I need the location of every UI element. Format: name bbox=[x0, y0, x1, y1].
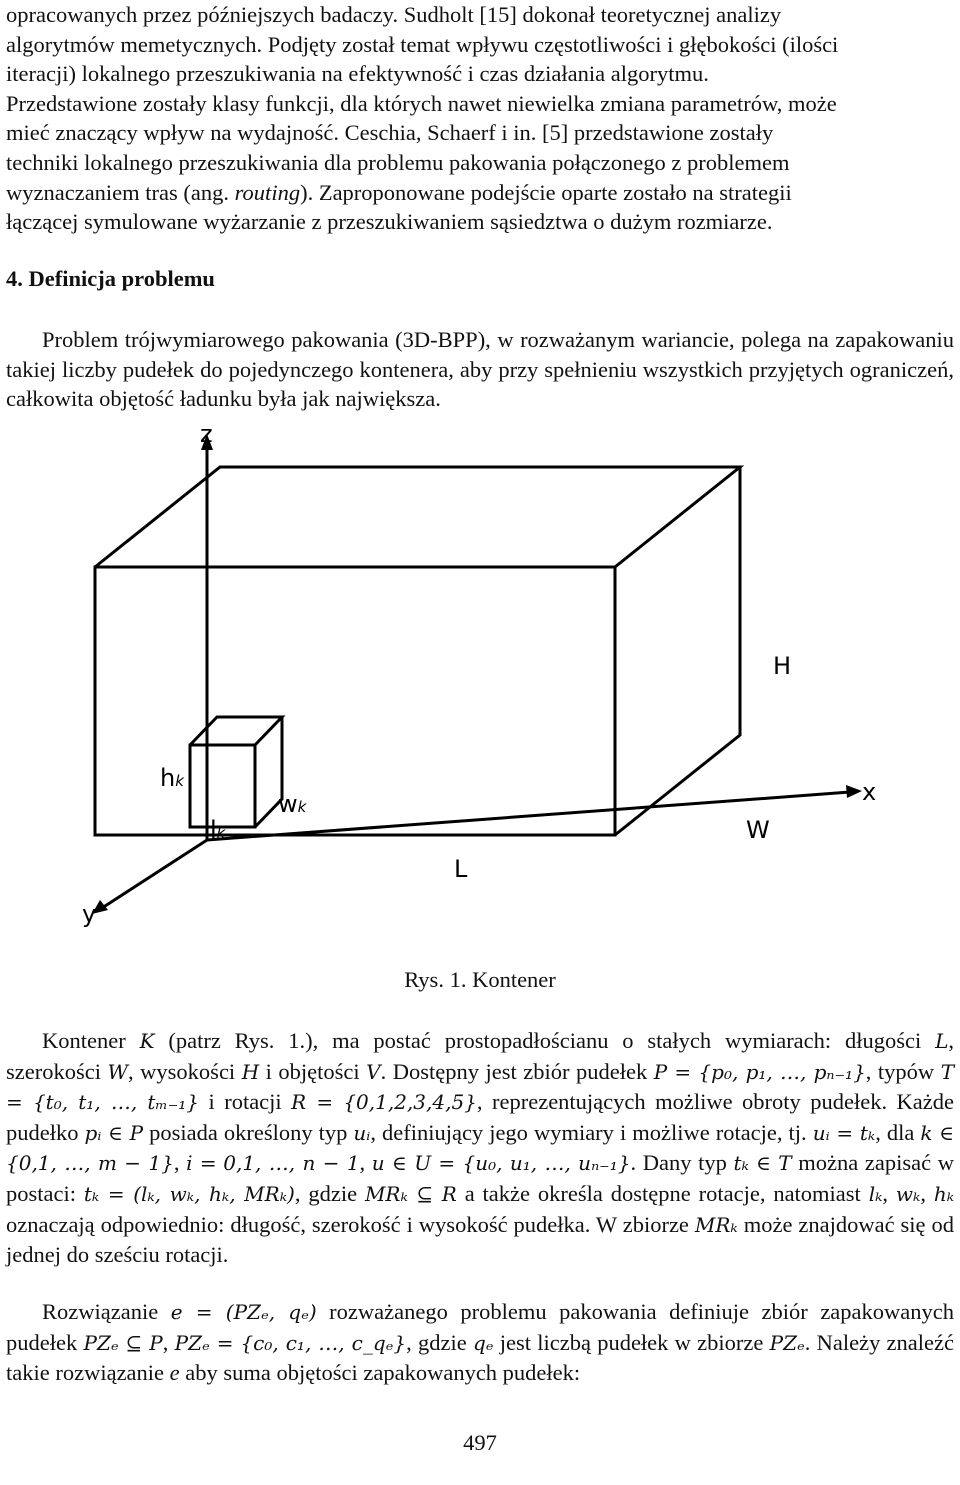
text-span: ). Zaproponowane podejście oparte zostało na strategii bbox=[300, 179, 792, 205]
container-top-edges bbox=[95, 467, 740, 567]
container-side-edges bbox=[615, 467, 740, 835]
page-number: 497 bbox=[463, 1430, 497, 1455]
z-axis-label: z bbox=[200, 420, 213, 448]
text-line: opracowanych przez późniejszych badaczy. Sudholt [15] dokonał teoretycznej analizy bbox=[6, 2, 782, 27]
x-axis-arrow bbox=[846, 785, 862, 798]
box-top-edges bbox=[190, 717, 282, 745]
length-label: L bbox=[454, 855, 468, 883]
y-axis bbox=[102, 840, 207, 908]
text-span: wyznaczaniem tras (ang. bbox=[6, 179, 235, 205]
width-label: W bbox=[746, 816, 770, 844]
height-label: H bbox=[773, 652, 792, 680]
text-line: Przedstawione zostały klasy funkcji, dla których nawet niewielka zmiana parametrów, może bbox=[6, 90, 837, 116]
box-front-face bbox=[190, 745, 255, 827]
intro-paragraph bbox=[6, 0, 954, 237]
container-front-face bbox=[95, 567, 615, 835]
y-axis-label: y bbox=[82, 900, 97, 928]
box-width-label: wk bbox=[278, 790, 307, 818]
solution-paragraph: Rozwiązanie e = (PZₑ, qₑ) rozważanego problemu pakowania definiuje zbiór zapakowanych pudełek PZₑ ⊆ P, PZₑ = {c₀, c₁, …, c_qₑ}, gdzie qₑ jest liczbą pudełek w zbiorze PZₑ. Należy znaleźć takie rozwiązanie e aby suma objętości zapakowanych pudełek: bbox=[6, 1299, 954, 1386]
container-figure bbox=[60, 420, 900, 940]
definition-paragraph: Kontener K (patrz Rys. 1.), ma postać prostopadłościanu o stałych wymiarach: długości L, szerokości W, wysokości H i objętości V. Dostępny jest zbiór pudełek P = {p₀, p₁, …, pₙ₋₁}, typów T = {t₀, t₁, …, tₘ₋₁} i rotacji R = {0,1,2,3,4,5}, reprezentujących możliwe obroty pudełek. Każde pudełko pᵢ ∈ P posiada określony typ uᵢ, definiujący jego wymiary i możliwe rotacje, tj. uᵢ = tₖ, dla k ∈ {0,1, …, m − 1}, i = 0,1, …, n − 1, u ∈ U = {u₀, u₁, …, uₙ₋₁}. Dany typ tₖ ∈ T można zapisać w postaci: tₖ = (lₖ, wₖ, hₖ, MRₖ), gdzie MRₖ ⊆ R a także określa dostępne rotacje, natomiast lₖ, wₖ, hₖ oznaczają odpowiednio: długość, szerokość i wysokość pudełka. W zbiorze MRₖ może znajdować się od jednej do sześciu rotacji. bbox=[6, 1028, 955, 1268]
x-axis-label: x bbox=[862, 778, 877, 806]
figure-caption: Rys. 1. Kontener bbox=[404, 967, 556, 992]
box-height-label: hk bbox=[160, 764, 184, 792]
text-line: łączącej symulowane wyżarzanie z przeszukiwaniem sąsiedztwa o dużym rozmiarze. bbox=[6, 209, 773, 235]
text-line: algorytmów memetycznych. Podjęty został temat wpływu częstotliwości i głębokości (ilości bbox=[6, 31, 839, 57]
text-line: iteracji) lokalnego przeszukiwania na efektywność i czas działania algorytmu. bbox=[6, 61, 709, 87]
text-line bbox=[6, 178, 954, 208]
section-heading: 4. Definicja problemu bbox=[6, 266, 215, 291]
text-line: techniki lokalnego przeszukiwania dla problemu pakowania połączonego z problemem bbox=[6, 149, 790, 175]
italic-term: routing bbox=[234, 179, 301, 205]
text-line: mieć znaczący wpływ na wydajność. Ceschia, Schaerf i in. [5] przedstawione zostały bbox=[6, 120, 774, 146]
problem-paragraph: Problem trójwymiarowego pakowania (3D-BPP), w rozważanym wariancie, polega na zapakowaniu takiej liczby pudełek do pojedynczego kontenera, aby przy spełnieniu wszystkich przyjętych ograniczeń, całkowita objętość ładunku była jak największa. bbox=[6, 327, 954, 412]
box-length-label: lk bbox=[210, 816, 226, 844]
